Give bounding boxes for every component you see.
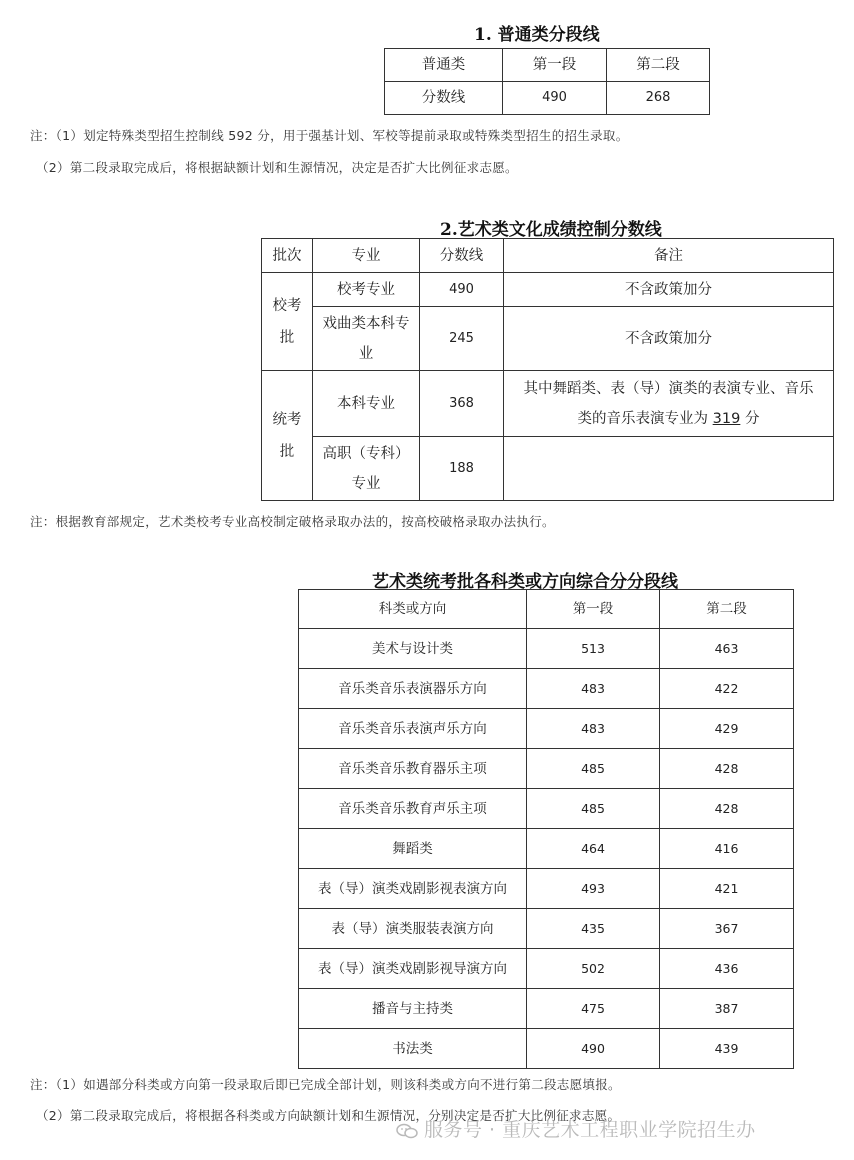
section3-note-1: 注：（1）如遇部分科类或方向第一段录取后即已完成全部计划，则该科类或方向不进行第二段志愿填报。: [30, 1077, 621, 1092]
table-header: 第二段: [607, 49, 710, 82]
table-cell: 502: [527, 949, 660, 989]
table-cell: 493: [527, 869, 660, 909]
table-cell: 436: [660, 949, 794, 989]
batch-cell: 统考批: [262, 371, 313, 501]
table-header: 专业: [313, 239, 420, 273]
table-cell: 428: [660, 749, 794, 789]
table-cell: 表（导）演类服装表演方向: [299, 909, 527, 949]
watermark-text: 服务号 · 重庆艺术工程职业学院招生办: [424, 1119, 756, 1141]
general-score-table: [384, 48, 710, 115]
section2-note: 注：根据教育部规定，艺术类校考专业高校制定破格录取办法的，按高校破格录取办法执行。: [30, 514, 555, 529]
table-cell: 音乐类音乐表演器乐方向: [299, 669, 527, 709]
section3-note-2: （2）第二段录取完成后，将根据各科类或方向缺额计划和生源情况，分别决定是否扩大比例征求志愿。: [36, 1108, 621, 1123]
table-header: 普通类: [385, 49, 503, 82]
section3-title: 艺术类统考批各科类或方向综合分分段线: [372, 572, 678, 592]
remark-line-1: 其中舞蹈类、表（导）演类的表演专业、音乐: [523, 380, 814, 397]
table-cell: 音乐类音乐教育声乐主项: [299, 789, 527, 829]
table-cell: 439: [660, 1029, 794, 1069]
table-header: 第一段: [527, 590, 660, 629]
table-cell: 音乐类音乐教育器乐主项: [299, 749, 527, 789]
table-cell: 高职（专科）专业: [313, 437, 420, 501]
remark-line-2-post: 分: [740, 410, 760, 427]
table-cell: 368: [420, 371, 504, 437]
table-cell: 268: [607, 82, 710, 115]
table-cell: 美术与设计类: [299, 629, 527, 669]
remark-score: 319: [712, 410, 741, 427]
table-cell: 不含政策加分: [504, 273, 834, 307]
table-cell: 戏曲类本科专业: [313, 307, 420, 371]
table-cell: 483: [527, 709, 660, 749]
art-culture-score-table: [261, 238, 834, 501]
table-cell: 本科专业: [313, 371, 420, 437]
table-cell: 音乐类音乐表演声乐方向: [299, 709, 527, 749]
table-cell: 舞蹈类: [299, 829, 527, 869]
table-cell: 490: [503, 82, 607, 115]
table-cell: 表（导）演类戏剧影视表演方向: [299, 869, 527, 909]
table-cell: 245: [420, 307, 504, 371]
table-cell: 422: [660, 669, 794, 709]
section1-title: 1. 普通类分段线: [474, 25, 600, 45]
table-cell-remark: [504, 371, 834, 437]
remark-line-2-pre: 类的音乐表演专业为: [577, 410, 713, 427]
table-cell: 387: [660, 989, 794, 1029]
table-cell: 表（导）演类戏剧影视导演方向: [299, 949, 527, 989]
table-cell: 不含政策加分: [504, 307, 834, 371]
table-header: 第二段: [660, 590, 794, 629]
table-cell: 464: [527, 829, 660, 869]
table-cell: 书法类: [299, 1029, 527, 1069]
section1-note-1: 注：（1）划定特殊类型招生控制线 592 分，用于强基计划、军校等提前录取或特殊类型招生的招生录取。: [30, 128, 629, 143]
table-header: 第一段: [503, 49, 607, 82]
table-cell: 485: [527, 789, 660, 829]
batch-cell: 校考批: [262, 273, 313, 371]
table-cell: 490: [527, 1029, 660, 1069]
table-cell: 485: [527, 749, 660, 789]
table-cell: 429: [660, 709, 794, 749]
section2-title: 2.艺术类文化成绩控制分数线: [440, 220, 662, 240]
watermark: [396, 1115, 756, 1142]
table-cell: 校考专业: [313, 273, 420, 307]
table-cell: 421: [660, 869, 794, 909]
table-header: 备注: [504, 239, 834, 273]
table-cell: 428: [660, 789, 794, 829]
table-cell: 416: [660, 829, 794, 869]
section1-note-2: （2）第二段录取完成后，将根据缺额计划和生源情况，决定是否扩大比例征求志愿。: [36, 160, 518, 175]
table-cell: 483: [527, 669, 660, 709]
table-header: 科类或方向: [299, 590, 527, 629]
table-cell: 475: [527, 989, 660, 1029]
table-cell: [504, 437, 834, 501]
table-cell: 490: [420, 273, 504, 307]
table-header: 分数线: [420, 239, 504, 273]
table-cell: 367: [660, 909, 794, 949]
wechat-icon: [396, 1123, 418, 1139]
table-header: 批次: [262, 239, 313, 273]
table-cell: 分数线: [385, 82, 503, 115]
art-unified-score-table: [298, 589, 794, 1069]
table-cell: 463: [660, 629, 794, 669]
table-cell: 播音与主持类: [299, 989, 527, 1029]
table-cell: 513: [527, 629, 660, 669]
table-cell: 435: [527, 909, 660, 949]
table-cell: 188: [420, 437, 504, 501]
